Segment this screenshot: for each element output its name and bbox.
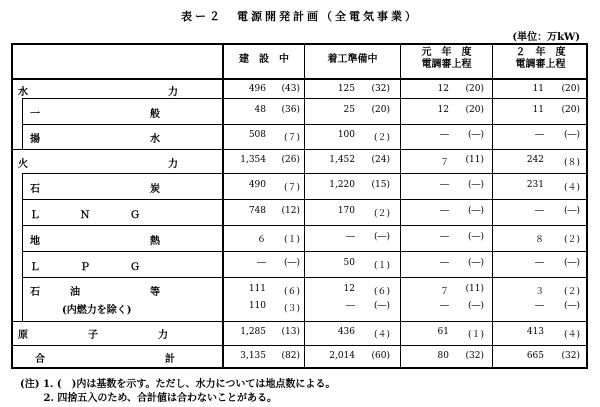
row-divider — [22, 173, 588, 174]
row-label: Ｌ Ｎ Ｇ — [30, 210, 140, 221]
cell-count: (13) — [281, 327, 300, 337]
cell-value: 11 — [532, 84, 544, 94]
cell-count: (４) — [563, 330, 580, 340]
cell-value: 665 — [526, 351, 544, 361]
cell-value: ― — [535, 130, 544, 140]
cell-count: (１) — [283, 235, 300, 245]
cell-value: ― — [440, 301, 449, 311]
cell-count: (―) — [467, 232, 484, 242]
cell-count: (６) — [373, 287, 390, 297]
cell-value: 2,014 — [329, 351, 355, 361]
cell-count: (２) — [373, 133, 390, 143]
cell-count: (―) — [563, 258, 580, 268]
row-label: 一 般 — [30, 109, 160, 120]
cell-count: (―) — [467, 206, 484, 216]
row-divider — [22, 124, 588, 125]
cell-count: (―) — [563, 206, 580, 216]
cell-value: 110 — [248, 301, 266, 311]
header-construction: 建 設 中 — [239, 54, 289, 65]
cell-value: ― — [535, 258, 544, 268]
row-divider — [22, 98, 588, 99]
cell-count: (―) — [373, 301, 390, 311]
cell-count: (４) — [563, 183, 580, 193]
row-label: 合 計 — [35, 354, 175, 365]
cell-value: ― — [440, 258, 449, 268]
cell-value: 436 — [337, 327, 355, 337]
row-label: 石 油 等 — [30, 287, 160, 298]
row-label: 水 力 — [18, 87, 178, 98]
cell-value: ７ — [439, 287, 449, 297]
header-ninen-line1: ２ 年 度 — [515, 47, 566, 58]
cell-count: (７) — [283, 183, 300, 193]
cell-value: ３ — [534, 287, 544, 297]
header-gannen-line2: 電調審上程 — [421, 59, 472, 70]
cell-count: (―) — [283, 258, 300, 268]
cell-value: 496 — [248, 84, 266, 94]
note-1: (注) 1. ( )内は基数を示す。ただし、水力については地点数による。 — [20, 379, 336, 390]
cell-value: ― — [440, 130, 449, 140]
cell-count: (―) — [373, 232, 390, 242]
cell-value: 231 — [526, 180, 544, 190]
row-divider — [11, 149, 588, 150]
cell-value: 508 — [248, 130, 266, 140]
cell-value: ― — [440, 180, 449, 190]
cell-value: 1,452 — [329, 155, 355, 165]
cell-value: ８ — [534, 235, 544, 245]
row-label: Ｌ Ｐ Ｇ — [30, 262, 140, 273]
cell-value: ― — [346, 232, 355, 242]
cell-value: 1,285 — [240, 327, 266, 337]
cell-value: 3,135 — [240, 351, 266, 361]
cell-count: (11) — [465, 284, 484, 294]
row-label: (内燃力を除く) — [62, 305, 132, 316]
cell-count: (２) — [563, 235, 580, 245]
cell-count: (32) — [561, 351, 580, 361]
header-preparation: 着工準備中 — [327, 54, 378, 65]
cell-value: 100 — [337, 130, 355, 140]
cell-value: 50 — [343, 258, 355, 268]
cell-value: ― — [535, 206, 544, 216]
cell-value: 170 — [337, 206, 355, 216]
header-ninen-line2: 電調審上程 — [515, 59, 566, 70]
cell-value: 413 — [526, 327, 544, 337]
cell-value: ― — [257, 258, 266, 268]
cell-value: 25 — [343, 105, 355, 115]
cell-value: ― — [346, 301, 355, 311]
cell-count: (43) — [281, 84, 300, 94]
cell-count: (24) — [371, 155, 390, 165]
row-divider — [22, 225, 588, 226]
table-title: 表ー２ 電源開発計画（全電気事業） — [181, 10, 419, 23]
cell-value: 48 — [254, 105, 266, 115]
cell-value: 1,220 — [329, 180, 355, 190]
cell-count: (20) — [561, 84, 580, 94]
cell-count: (―) — [467, 258, 484, 268]
cell-value: ― — [535, 301, 544, 311]
cell-count: (１) — [467, 330, 484, 340]
cell-count: (４) — [373, 330, 390, 340]
cell-value: 242 — [526, 155, 544, 165]
cell-count: (20) — [465, 105, 484, 115]
cell-count: (―) — [467, 130, 484, 140]
cell-count: (―) — [467, 180, 484, 190]
cell-value: ７ — [439, 158, 449, 168]
row-divider — [22, 199, 588, 200]
cell-count: (２) — [373, 209, 390, 219]
cell-value: 80 — [437, 351, 449, 361]
header-gannen-line1: 元 年 度 — [421, 47, 472, 58]
cell-count: (15) — [371, 180, 390, 190]
cell-count: (12) — [281, 206, 300, 216]
row-divider — [11, 345, 588, 346]
cell-value: 490 — [248, 180, 266, 190]
cell-count: (８) — [563, 158, 580, 168]
cell-value: 61 — [437, 327, 449, 337]
header-gannen — [401, 47, 492, 71]
cell-value: 12 — [437, 84, 449, 94]
header-ninen — [493, 47, 588, 71]
cell-count: (２) — [563, 287, 580, 297]
cell-count: (―) — [563, 301, 580, 311]
unit-label: (単位：万kW) — [512, 32, 580, 43]
cell-count: (11) — [465, 155, 484, 165]
cell-value: 12 — [437, 105, 449, 115]
cell-value: 12 — [343, 284, 355, 294]
cell-count: (60) — [371, 351, 390, 361]
cell-count: (32) — [465, 351, 484, 361]
row-label: 火 力 — [18, 159, 178, 170]
cell-count: (３) — [283, 304, 300, 314]
header-divider — [11, 78, 588, 80]
sub-indent-line — [22, 173, 23, 321]
cell-value: 111 — [248, 284, 266, 294]
row-label: 原 子 力 — [18, 330, 168, 341]
row-divider — [22, 277, 588, 278]
cell-value: 748 — [248, 206, 266, 216]
cell-value: 11 — [532, 105, 544, 115]
cell-count: (32) — [371, 84, 390, 94]
cell-count: (６) — [283, 287, 300, 297]
cell-count: (20) — [371, 105, 390, 115]
cell-count: (―) — [563, 130, 580, 140]
note-2: 2. 四捨五入のため、合計値は合わないことがある。 — [20, 393, 278, 404]
cell-value: ― — [440, 206, 449, 216]
cell-count: (１) — [373, 261, 390, 271]
cell-count: (20) — [561, 105, 580, 115]
row-label: 石 炭 — [30, 184, 160, 195]
row-divider — [11, 321, 588, 322]
cell-value: 125 — [337, 84, 355, 94]
cell-count: (―) — [467, 301, 484, 311]
cell-count: (82) — [281, 351, 300, 361]
cell-count: (26) — [281, 155, 300, 165]
cell-count: (20) — [465, 84, 484, 94]
cell-count: (36) — [281, 105, 300, 115]
cell-value: 1,354 — [240, 155, 266, 165]
row-label: 揚 水 — [30, 134, 160, 145]
cell-value: ６ — [256, 235, 266, 245]
row-divider — [22, 251, 588, 252]
cell-count: (７) — [283, 133, 300, 143]
row-label: 地 熱 — [30, 236, 160, 247]
cell-value: ― — [440, 232, 449, 242]
